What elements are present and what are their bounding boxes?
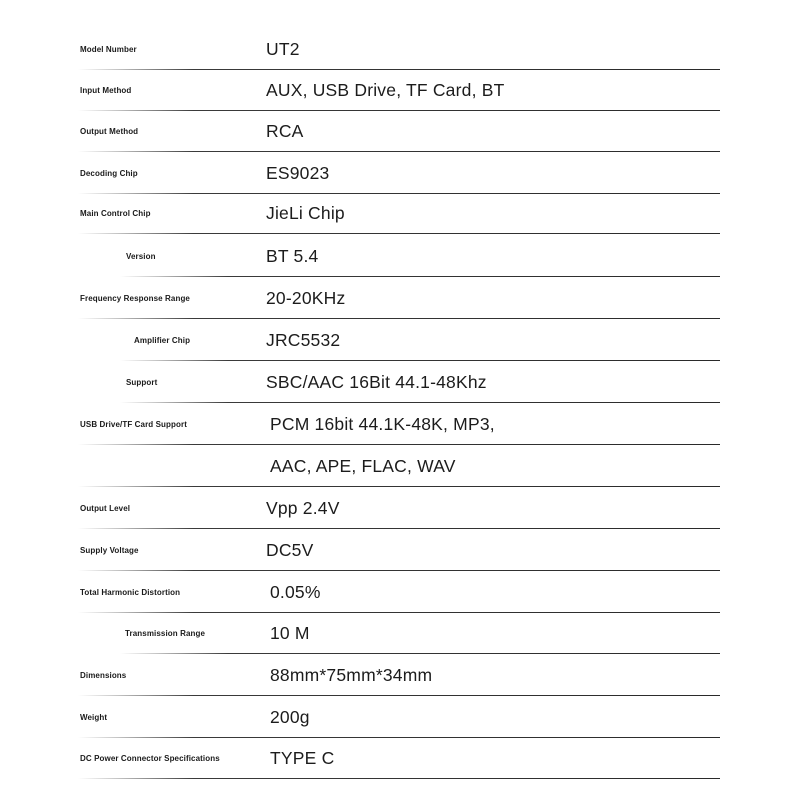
spec-row-output-level: [0, 487, 800, 529]
spec-label: Output Method: [80, 126, 139, 136]
spec-label: Model Number: [80, 44, 137, 54]
spec-value: AAC, APE, FLAC, WAV: [270, 455, 456, 476]
spec-value: ES9023: [266, 162, 330, 183]
spec-row-transmission-range: [0, 612, 800, 654]
spec-label: Supply Voltage: [80, 545, 139, 555]
spec-value: 88mm*75mm*34mm: [270, 664, 433, 685]
spec-value: DC5V: [266, 539, 314, 560]
spec-row-supply-voltage: [0, 529, 800, 571]
spec-row-usb-tf-support: [0, 403, 800, 445]
spec-row-output-method: [0, 110, 800, 152]
spec-label: Support: [126, 377, 158, 387]
spec-row-dc-power-connector: [0, 737, 800, 779]
spec-label: Weight: [80, 712, 108, 722]
row-divider: [78, 233, 720, 235]
row-divider: [78, 778, 720, 780]
spec-label: Output Level: [80, 503, 131, 513]
spec-row-thd: [0, 571, 800, 613]
spec-value: 0.05%: [270, 581, 321, 602]
spec-value: 20-20KHz: [266, 287, 346, 308]
spec-row-support: [0, 361, 800, 403]
spec-label: Input Method: [80, 85, 132, 95]
spec-value: PCM 16bit 44.1K-48K, MP3,: [270, 413, 495, 434]
spec-value: SBC/AAC 16Bit 44.1-48Khz: [266, 371, 487, 392]
spec-row-dimensions: [0, 654, 800, 696]
spec-row-frequency-response: [0, 277, 800, 319]
spec-label: DC Power Connector Specifications: [80, 753, 220, 763]
spec-row-weight: [0, 696, 800, 738]
spec-value: BT 5.4: [266, 245, 319, 266]
spec-value: UT2: [266, 38, 300, 59]
spec-label: Version: [126, 251, 156, 261]
spec-label: Dimensions: [80, 670, 127, 680]
spec-row-usb-tf-support-continued: [0, 445, 800, 487]
spec-label: USB Drive/TF Card Support: [80, 419, 187, 429]
spec-row-main-control-chip: [0, 192, 800, 234]
spec-label: Transmission Range: [125, 628, 206, 638]
spec-label: Amplifier Chip: [134, 335, 191, 345]
spec-row-version: [0, 235, 800, 277]
spec-value: TYPE C: [270, 747, 335, 768]
spec-row-decoding-chip: [0, 152, 800, 194]
spec-value: 200g: [270, 706, 310, 727]
spec-value: AUX, USB Drive, TF Card, BT: [266, 79, 505, 100]
spec-value: RCA: [266, 120, 304, 141]
spec-label: Total Harmonic Distortion: [80, 587, 181, 597]
spec-row-model-number: [0, 28, 800, 70]
spec-value: Vpp 2.4V: [266, 497, 340, 518]
spec-label: Decoding Chip: [80, 168, 138, 178]
spec-value: JRC5532: [266, 329, 341, 350]
spec-row-amplifier-chip: [0, 319, 800, 361]
spec-value: 10 M: [270, 622, 310, 643]
spec-label: Frequency Response Range: [80, 293, 190, 303]
spec-row-input-method: [0, 69, 800, 111]
spec-value: JieLi Chip: [266, 202, 345, 223]
spec-label: Main Control Chip: [80, 208, 151, 218]
